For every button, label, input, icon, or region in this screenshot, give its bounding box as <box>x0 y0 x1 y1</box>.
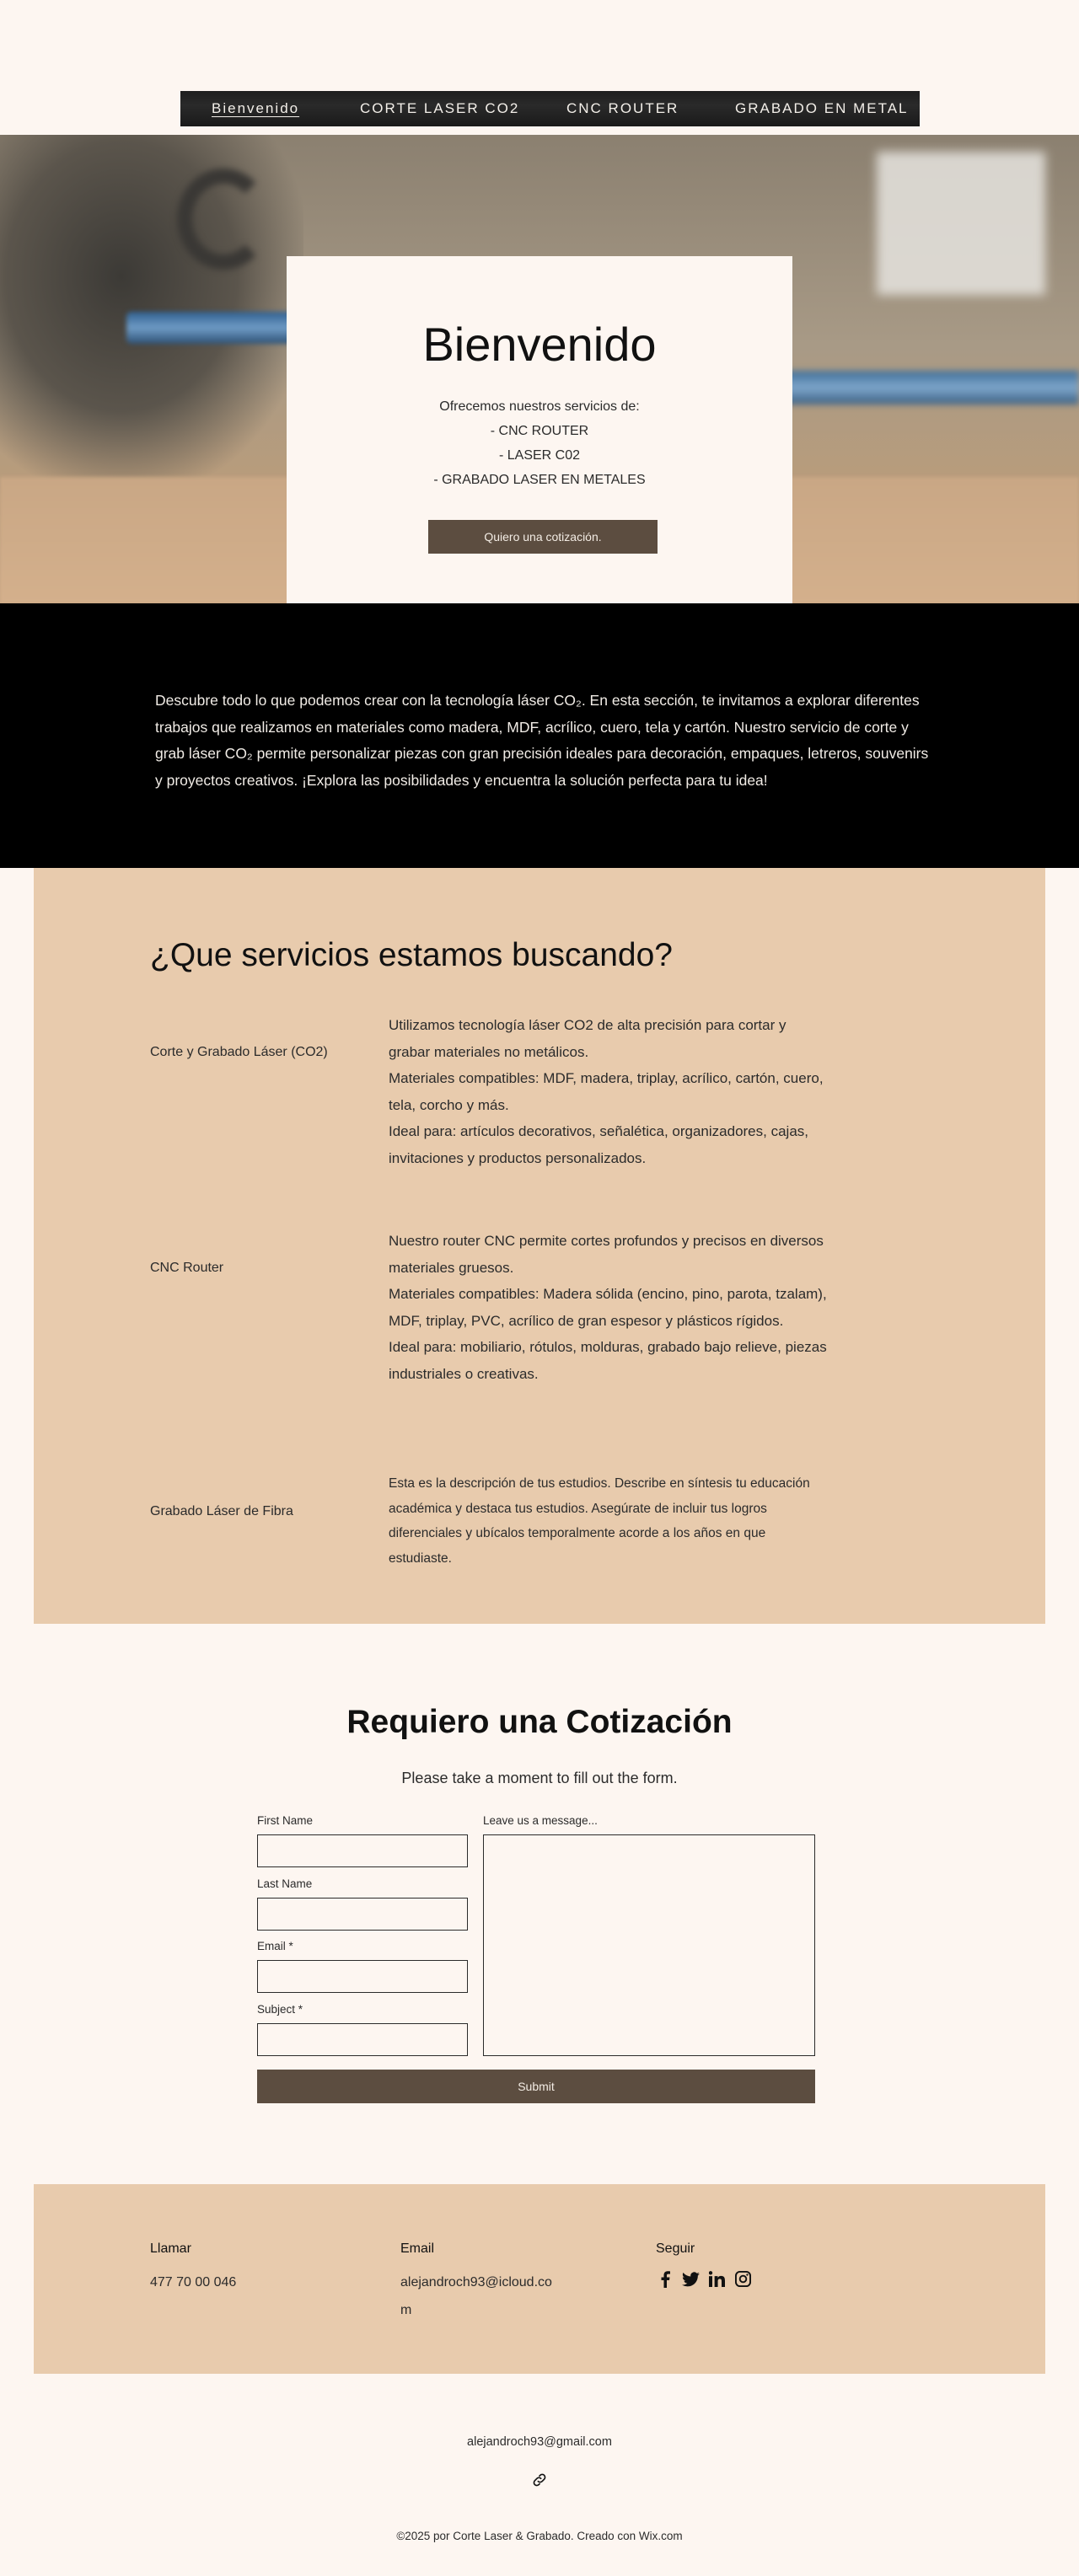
facebook-icon[interactable] <box>656 2270 674 2288</box>
hero-title: Bienvenido <box>422 318 657 371</box>
instagram-icon[interactable] <box>734 2270 752 2288</box>
follow-heading: Seguir <box>656 2241 695 2256</box>
nav-item-corte-laser[interactable]: CORTE LASER CO2 <box>360 100 520 116</box>
hero-description: Ofrecemos nuestros servicios de: - CNC ROUTER - LASER C02 - GRABADO LASER EN METALES <box>433 399 646 487</box>
first-name-field[interactable] <box>257 1834 468 1867</box>
hero-card <box>287 256 792 603</box>
email-heading: Email <box>400 2241 435 2256</box>
main-navigation <box>180 91 920 126</box>
service-name-fibra: Grabado Láser de Fibra <box>150 1504 293 1518</box>
intro-text: Descubre todo lo que podemos crear con la tecnología láser CO₂. En esta sección, te invitamos a explorar diferentes trabajos que realizamos en materiales como madera, MDF, acrílico, cuero, tela y cartón. Nuestro servicio de corte y grab láser CO₂ permite personalizar piezas con gran precisión ideales para decoración, empaques, letreros, souvenirs y proyectos creativos. ¡Explora las posibilidades y encuentra la solución perfecta para tu idea! <box>155 692 929 789</box>
phone-number[interactable]: 477 70 00 046 <box>150 2275 237 2289</box>
nav-item-grabado-metal[interactable]: GRABADO EN METAL <box>735 100 909 116</box>
bottom-email-link[interactable]: alejandroch93@gmail.com <box>467 2435 612 2449</box>
intro-strip <box>0 603 1079 868</box>
submit-button[interactable]: Submit <box>257 2070 815 2103</box>
last-name-field[interactable] <box>257 1898 468 1931</box>
linkedin-icon[interactable] <box>708 2270 726 2288</box>
quote-button[interactable]: Quiero una cotización. <box>428 520 658 554</box>
contact-footer <box>34 2184 1045 2374</box>
subject-field[interactable] <box>257 2023 468 2056</box>
twitter-icon[interactable] <box>682 2270 700 2288</box>
call-heading: Llamar <box>150 2241 191 2256</box>
services-title: ¿Que servicios estamos buscando? <box>150 937 673 973</box>
link-icon[interactable] <box>531 2472 548 2488</box>
service-desc-co2: Utilizamos tecnología láser CO2 de alta precisión para cortar y grabar materiales no metálicos. Materiales compatibles: MDF, madera, triplay, acrílico, cartón, cuero, tela, corcho y más. Ideal para: artículos decorativos, señalética, organizadores, cajas, invitaciones y productos personalizados. <box>389 1017 824 1166</box>
subject-label: Subject * <box>257 2003 303 2016</box>
nav-item-bienvenido[interactable]: Bienvenido <box>212 100 300 116</box>
copyright-text: ©2025 por Corte Laser & Grabado. Creado con Wix.com <box>396 2530 683 2542</box>
last-name-label: Last Name <box>257 1877 313 1890</box>
form-title: Requiero una Cotización <box>346 1704 733 1740</box>
footer-email[interactable]: alejandroch93@icloud.co m <box>400 2275 552 2317</box>
email-field[interactable] <box>257 1960 468 1993</box>
form-subtitle: Please take a moment to fill out the form. <box>401 1770 678 1786</box>
service-desc-fibra: Esta es la descripción de tus estudios. Describe en síntesis tu educación académica y destaca tus estudios. Asegúrate de incluir tus logros diferenciales y ubícalos temporalmente acorde a los años en que estudiaste. <box>389 1476 810 1566</box>
service-desc-cnc: Nuestro router CNC permite cortes profundos y precisos en diversos materiales gruesos. Materiales compatibles: Madera sólida (encino, pino, parota, tzalam), MDF, triplay, PVC, acrílico de gran espesor y plásticos rígidos. Ideal para: mobiliario, rótulos, molduras, grabado bajo relieve, piezas industriales o creativas. <box>389 1233 827 1382</box>
service-name-co2: Corte y Grabado Láser (CO2) <box>150 1045 328 1059</box>
email-label: Email * <box>257 1940 293 1952</box>
first-name-label: First Name <box>257 1814 314 1827</box>
services-section <box>34 868 1045 1624</box>
message-label: Leave us a message... <box>483 1814 598 1827</box>
message-field[interactable] <box>483 1834 815 2056</box>
service-name-cnc: CNC Router <box>150 1261 224 1275</box>
nav-item-cnc-router[interactable]: CNC ROUTER <box>566 100 679 116</box>
social-bar <box>656 2270 752 2288</box>
